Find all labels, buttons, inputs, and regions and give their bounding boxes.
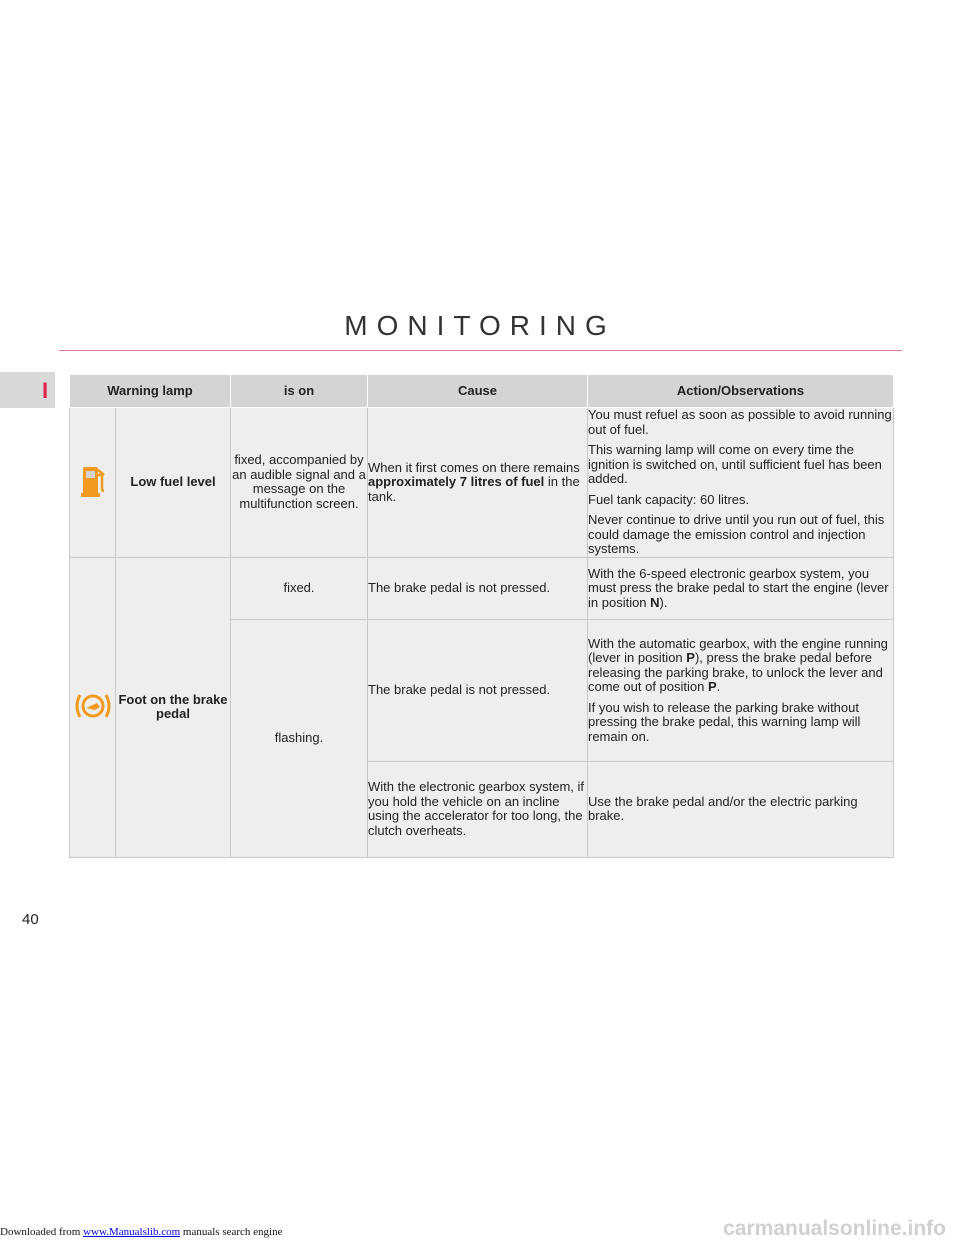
brake-flashing-actions <box>588 619 894 761</box>
low-fuel-action-1: You must refuel as soon as possible to avoid running out of fuel. <box>588 407 892 437</box>
fuel-pump-icon <box>78 464 108 498</box>
brake-fixed-action-end: ). <box>659 594 668 610</box>
low-fuel-cause-text: When it first comes on there remains <box>368 459 580 475</box>
chapter-letter: I <box>42 378 49 403</box>
low-fuel-name: Low fuel level <box>116 408 231 558</box>
banner-suffix: manuals search engine <box>180 1226 283 1238</box>
brake-flashing-action-1-bold-2: P <box>707 679 717 695</box>
table-row <box>70 557 894 619</box>
header-is-on: is on <box>231 375 368 408</box>
header-cause: Cause <box>368 375 588 408</box>
brake-fixed-action-bold: N <box>650 594 660 610</box>
brake-flashing-is-on: flashing. <box>231 619 368 857</box>
page-title: MONITORING <box>344 310 616 341</box>
clutch-overheat-cause: With the electronic gearbox system, if you hold the vehicle on an incline using the accelerator for too long, the clutch overheats. <box>368 761 588 857</box>
low-fuel-actions <box>588 408 894 558</box>
low-fuel-icon-cell <box>70 408 116 558</box>
clutch-overheat-action: Use the brake pedal and/or the electric parking brake. <box>588 761 894 857</box>
low-fuel-cause-bold: approximately 7 litres of fuel <box>368 474 545 490</box>
brake-pedal-icon-cell <box>70 557 116 857</box>
brake-flashing-cause: The brake pedal is not pressed. <box>368 619 588 761</box>
brake-flashing-action-1-text: With the automatic gearbox, with the engine running (lever in position <box>588 635 888 666</box>
brake-flashing-action-1 <box>588 637 893 695</box>
manualslib-link[interactable]: www.Manualslib.com <box>83 1226 181 1238</box>
banner-prefix: Downloaded from <box>0 1226 84 1238</box>
low-fuel-cause <box>368 408 588 558</box>
brake-fixed-cause: The brake pedal is not pressed. <box>368 557 588 619</box>
brake-flashing-action-1-bold: P <box>686 650 695 666</box>
header-warning-lamp: Warning lamp <box>70 375 231 408</box>
low-fuel-action-4: Never continue to drive until you run out of fuel, this could damage the emission control and injection systems. <box>588 512 885 557</box>
low-fuel-action-3: Fuel tank capacity: 60 litres. <box>588 491 750 507</box>
foot-on-brake-icon <box>73 690 113 722</box>
table-row <box>70 408 894 558</box>
brake-flashing-action-2: If you wish to release the parking brake without pressing the brake pedal, this warning lamp will remain on. <box>588 699 861 744</box>
table-header-row <box>70 375 894 408</box>
page-number: 40 <box>22 911 39 928</box>
low-fuel-is-on: fixed, accompanied by an audible signal and a message on the multifunction screen. <box>231 408 368 558</box>
brake-pedal-name: Foot on the brake pedal <box>116 557 231 857</box>
download-banner <box>0 1226 282 1238</box>
brake-fixed-action-text: With the 6-speed electronic gearbox system, you must press the brake pedal to start the engine (lever in position <box>588 565 889 610</box>
watermark: carmanualsonline.info <box>723 1217 946 1240</box>
title-divider <box>59 350 902 351</box>
brake-flashing-action-1-mid: ), press the brake pedal before releasing the parking brake, to unlock the lever and come out of position <box>588 650 883 695</box>
brake-fixed-action <box>588 557 894 619</box>
brake-flashing-action-1-end: . <box>716 679 721 695</box>
brake-fixed-is-on: fixed. <box>231 557 368 619</box>
header-action: Action/Observations <box>588 375 894 408</box>
low-fuel-action-2: This warning lamp will come on every time the ignition is switched on, until sufficient fuel has been added. <box>588 442 882 487</box>
low-fuel-cause-end: in the tank. <box>368 474 580 504</box>
warning-lamp-table <box>69 374 894 858</box>
